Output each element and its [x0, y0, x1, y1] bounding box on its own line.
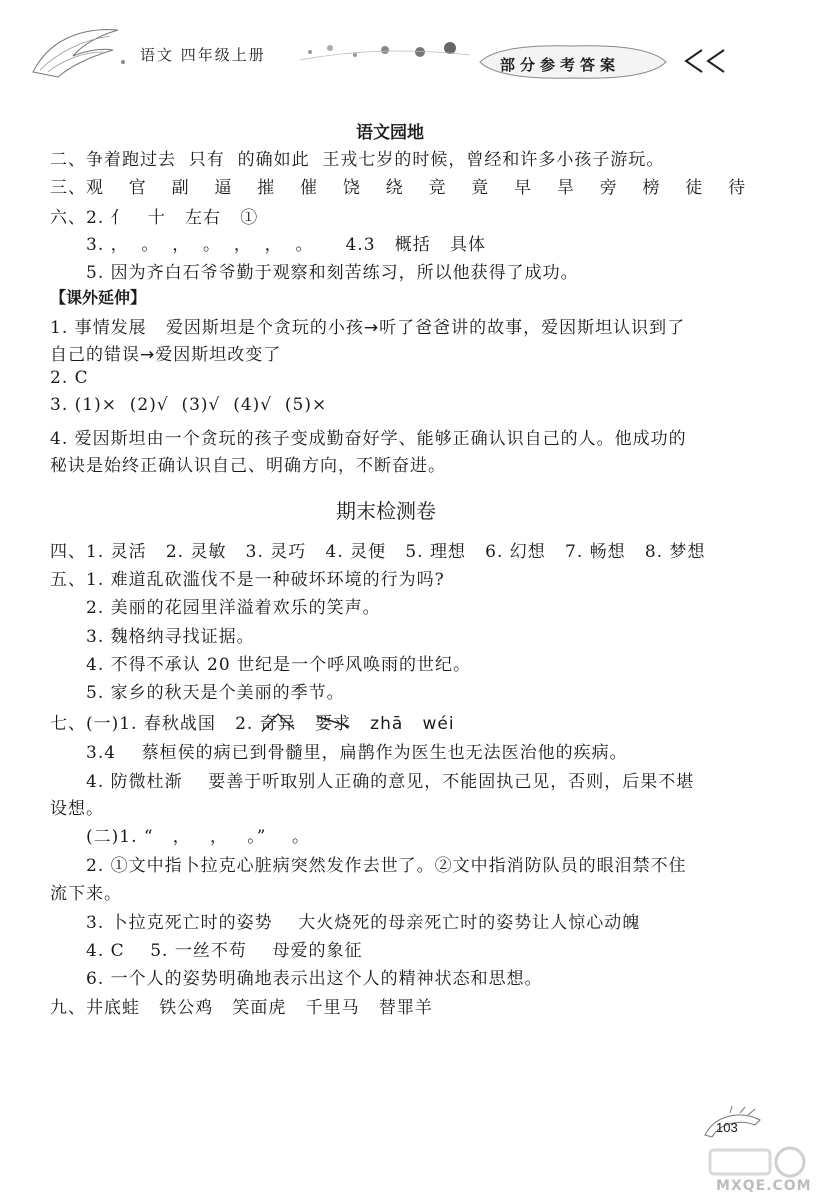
answer-line: 2. C: [50, 368, 89, 388]
answer-line: 4. C 5. 一丝不苟 母爱的象征: [86, 941, 363, 961]
right-arrow-icon: →: [363, 318, 380, 338]
answer-line: 四、1. 灵活 2. 灵敏 3. 灵巧 4. 灵便 5. 理想 6. 幻想 7. 畅想 8. 梦想: [50, 542, 706, 562]
answer-line: 3. 卜拉克死亡时的姿势 大火烧死的母亲死亡时的姿势让人惊心动魄: [86, 913, 641, 933]
page-header: [0, 0, 822, 100]
section-label-extension: 【课外延伸】: [50, 288, 147, 307]
answer-line: 设想。: [50, 799, 104, 819]
answer-line: 5. 家乡的秋天是个美丽的季节。: [86, 683, 345, 703]
answer-line: 五、1. 难道乱砍滥伐不是一种破坏环境的行为吗?: [50, 570, 445, 590]
answer-line: 六、2. 亻 十 左右 ①: [50, 208, 259, 228]
answer-line: 3. 魏格纳寻找证据。: [86, 627, 255, 647]
answer-line: 3. ， 。 ， 。 ， ， 。 4.3 概括 具体: [86, 235, 486, 255]
answer-line: 三、观 官 副 逼 摧 催 饶 绕 竞 竟 早 旱 旁 榜 徒 待: [50, 178, 747, 198]
answer-line: 自己的错误→爱因斯坦改变了: [50, 345, 282, 365]
answer-line: 2. ①文中指卜拉克心脏病突然发作去世了。②文中指消防队员的眼泪禁不住: [86, 856, 687, 876]
decorative-dots-icon: [300, 40, 470, 70]
answer-line: 二、争着跑过去 只有 的确如此 王戎七岁的时候，曾经和许多小孩子游玩。: [50, 150, 665, 170]
answer-line: 3.4 蔡桓侯的病已到骨髓里，扁鹊作为医生也无法医治他的疾病。: [86, 743, 628, 763]
answer-line: 秘诀是始终正确认识自己、明确方向，不断奋进。: [50, 456, 446, 476]
answer-line: 5. 因为齐白石爷爷勤于观察和刻苦练习，所以他获得了成功。: [86, 263, 579, 283]
answer-line: 4. 不得不承认 20 世纪是一个呼风唤雨的世纪。: [86, 655, 472, 675]
answer-line: 6. 一个人的姿势明确地表示出这个人的精神状态和思想。: [86, 969, 543, 989]
answer-line: 3. (1)× (2)√ (3)√ (4)√ (5)×: [50, 395, 328, 415]
answer-line: 4. 防微杜渐 要善于听取别人正确的意见，不能固执己见，否则，后果不堪: [86, 772, 695, 792]
answer-line: 4. 爱因斯坦由一个贪玩的孩子变成勤奋好学、能够正确认识自己的人。他成功的: [50, 429, 687, 449]
right-arrow-icon: →: [140, 345, 156, 365]
section-title-yuwen-yuandi: 语文园地: [356, 123, 424, 143]
double-chevron-left-icon: [680, 46, 730, 76]
feather-wing-icon: [28, 22, 128, 82]
section-title-final-exam: 期末检测卷: [336, 499, 436, 523]
answer-label: 部分参考答案: [500, 56, 621, 74]
answer-line: 2. 美丽的花园里洋溢着欢乐的笑声。: [86, 598, 381, 618]
answer-line: (二)1. “ ， ， 。” 。: [86, 827, 311, 847]
answer-line: 七、(一)1. 春秋战国 2. 奇异 要求 zhā wéi: [50, 709, 455, 734]
struck-word: 奇异: [259, 714, 296, 734]
watermark-text: MXQE.COM: [716, 1178, 812, 1194]
struck-word: 要求: [314, 714, 351, 734]
answer-line: 九、井底蛙 铁公鸡 笑面虎 千里马 替罪羊: [50, 998, 433, 1018]
book-title: 语文 四年级上册: [140, 46, 266, 64]
answer-line: 1. 事情发展 爱因斯坦是个贪玩的小孩→听了爸爸讲的故事，爱因斯坦认识到了: [50, 318, 686, 338]
page-number: 103: [716, 1120, 738, 1135]
answer-line: 流下来。: [50, 884, 122, 904]
